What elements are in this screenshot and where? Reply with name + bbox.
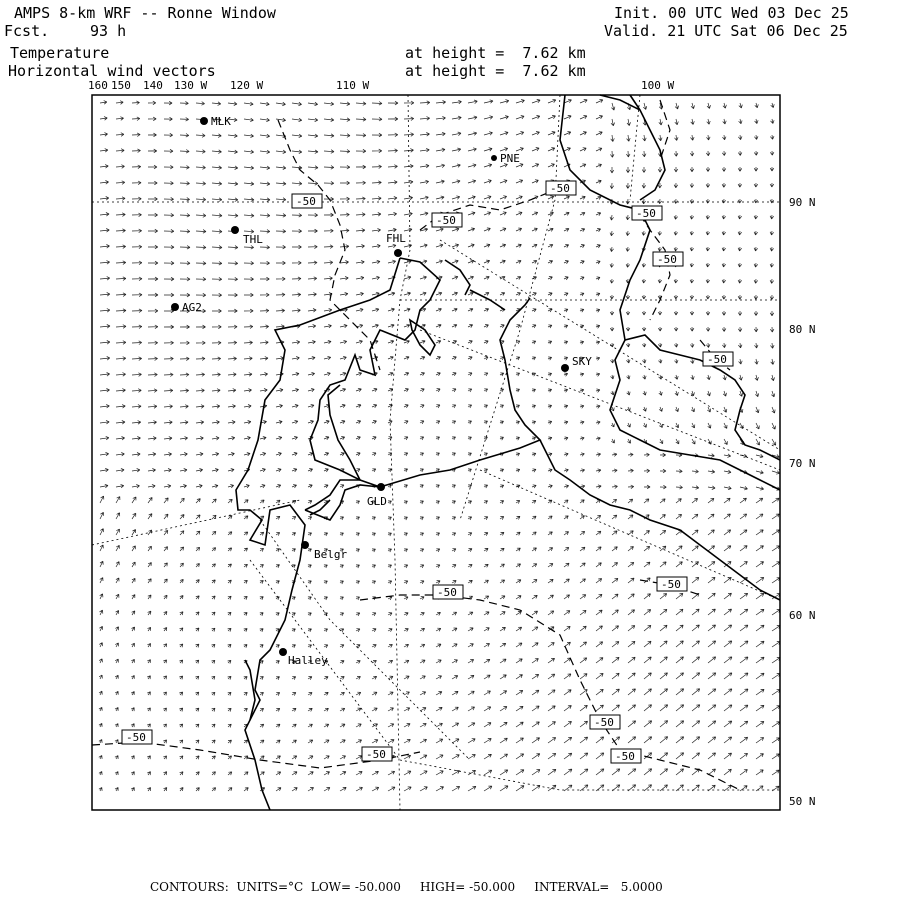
- field-wind-vectors: Horizontal wind vectors: [8, 62, 216, 80]
- station-belgr: [301, 541, 347, 561]
- lon-label: 100 W: [641, 79, 675, 92]
- svg-text:SKY: SKY: [572, 355, 592, 368]
- station-ag2: [171, 301, 202, 314]
- svg-text:-50: -50: [550, 182, 570, 195]
- contour-label: [611, 749, 641, 763]
- svg-text:THL: THL: [243, 233, 263, 246]
- lat-label: 70 N: [789, 457, 816, 470]
- lon-label: 110 W: [336, 79, 370, 92]
- station-halley: [279, 648, 328, 667]
- contour-label: [432, 213, 462, 227]
- lon-label: 130 W: [174, 79, 208, 92]
- svg-text:-50: -50: [436, 214, 456, 227]
- svg-text:Halley: Halley: [288, 654, 328, 667]
- init-time: Init. 00 UTC Wed 03 Dec 25: [614, 4, 849, 22]
- contour-label: [632, 206, 662, 220]
- contour-label: [590, 715, 620, 729]
- lat-label: 80 N: [789, 323, 816, 336]
- lon-label: 160: [88, 79, 108, 92]
- longitude-labels: [88, 79, 674, 92]
- map-title: AMPS 8-km WRF -- Ronne Window: [14, 4, 276, 22]
- contour-label: [653, 252, 683, 266]
- wind-vector-field: [99, 99, 781, 791]
- svg-text:-50: -50: [126, 731, 146, 744]
- svg-text:-50: -50: [657, 253, 677, 266]
- lon-label: 140: [143, 79, 163, 92]
- contour-label: [657, 577, 687, 591]
- svg-text:-50: -50: [296, 195, 316, 208]
- lat-label: 50 N: [789, 795, 816, 808]
- station-fhl: [386, 232, 406, 257]
- svg-text:-50: -50: [661, 578, 681, 591]
- contour-label: [292, 194, 322, 208]
- height-1: at height = 7.62 km: [405, 44, 586, 62]
- svg-text:Belgr: Belgr: [314, 548, 348, 561]
- lon-label: 120 W: [230, 79, 264, 92]
- svg-text:-50: -50: [615, 750, 635, 763]
- svg-text:-50: -50: [636, 207, 656, 220]
- isotherm-contours: [92, 100, 740, 790]
- contour-label: [546, 181, 576, 195]
- svg-text:MLK: MLK: [211, 115, 231, 128]
- lat-label: 90 N: [789, 196, 816, 209]
- station-thl: [231, 226, 263, 246]
- contour-label: [433, 585, 463, 599]
- lat-label: 60 N: [789, 609, 816, 622]
- height-2: at height = 7.62 km: [405, 62, 586, 80]
- svg-text:PNE: PNE: [500, 152, 520, 165]
- forecast-label: Fcst.: [4, 22, 50, 40]
- latitude-labels: [789, 196, 816, 808]
- field-temperature: Temperature: [10, 44, 110, 62]
- svg-text:-50: -50: [437, 586, 457, 599]
- contour-label: [122, 730, 152, 744]
- station-mlk: [200, 115, 231, 128]
- svg-text:AG2: AG2: [182, 301, 202, 314]
- station-pne: [491, 152, 520, 165]
- svg-text:-50: -50: [707, 353, 727, 366]
- station-sky: [561, 355, 592, 372]
- contour-info: CONTOURS: UNITS=°C LOW= -50.000 HIGH= -50.000 INTERVAL= 5.0000: [150, 880, 663, 894]
- contour-label: [703, 352, 733, 366]
- svg-text:GLD: GLD: [367, 495, 387, 508]
- svg-text:FHL: FHL: [386, 232, 406, 245]
- valid-time: Valid. 21 UTC Sat 06 Dec 25: [604, 22, 848, 40]
- svg-text:-50: -50: [366, 748, 386, 761]
- svg-text:-50: -50: [594, 716, 614, 729]
- lon-label: 150: [111, 79, 131, 92]
- wind-vectors: [99, 99, 781, 791]
- forecast-hours: 93 h: [90, 22, 127, 40]
- contour-label: [362, 747, 392, 761]
